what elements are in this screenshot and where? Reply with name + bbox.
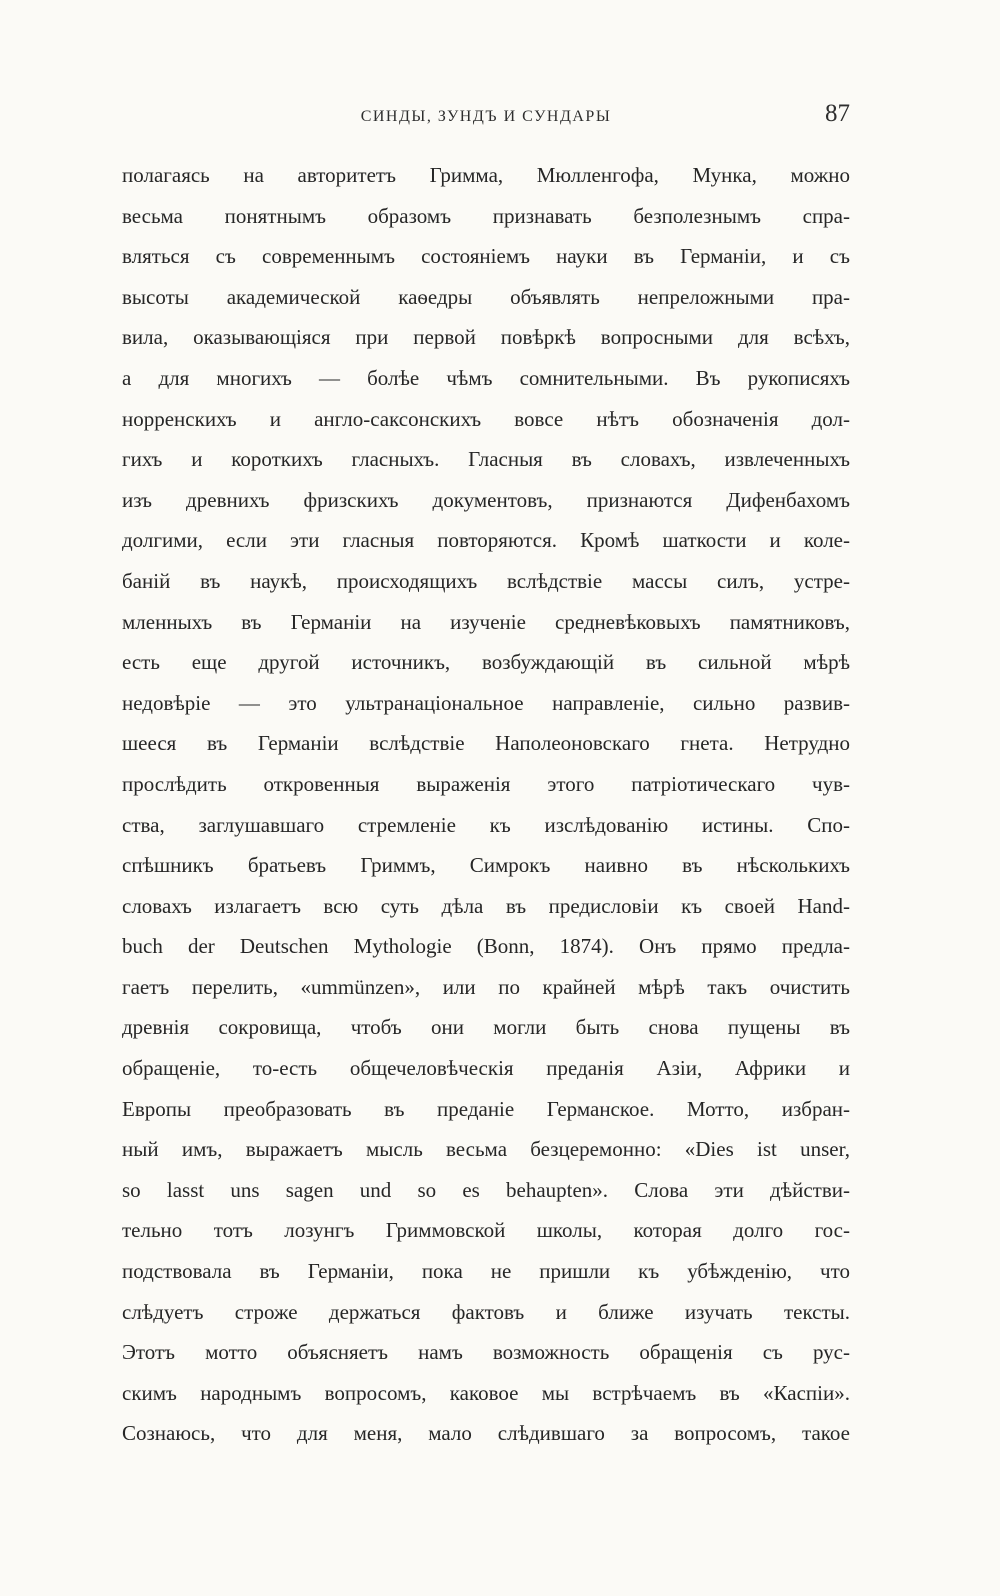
text-line: а для многихъ — болѣе чѣмъ сомнительными. Въ рукописяхъ: [122, 365, 850, 390]
text-line: шееся въ Германiи вслѣдствiе Наполеоновскаго гнета. Нетрудно: [122, 731, 850, 756]
text-line: вила, оказывающiяся при первой повѣркѣ вопросными для всѣхъ,: [122, 325, 850, 350]
text-line: слѣдуетъ строже держаться фактовъ и ближе изучать тексты.: [122, 1299, 850, 1324]
text-line: Этотъ мотто объясняетъ намъ возможность обращенiя съ рус-: [122, 1340, 850, 1365]
text-line: норренскихъ и англо-саксонскихъ вовсе нѣтъ обозначенiя дол-: [122, 406, 850, 431]
text-line: вляться съ современнымъ состоянiемъ науки въ Германiи, и съ: [122, 244, 850, 269]
text-line: обращенiе, то-есть общечеловѣческiя преданiя Азiи, Африки и: [122, 1056, 850, 1081]
text-line: подствовала въ Германiи, пока не пришли къ убѣжденiю, что: [122, 1259, 850, 1284]
text-line: тельно тотъ лозунгъ Гриммовской школы, которая долго гос-: [122, 1218, 850, 1243]
text-line: buch der Deutschen Mythologie (Bonn, 1874). Онъ прямо предла-: [122, 934, 850, 959]
text-line: древнiя сокровища, чтобъ они могли быть снова пущены въ: [122, 1015, 850, 1040]
page-number: 87: [825, 100, 850, 127]
text-line: спѣшникъ братьевъ Гриммъ, Симрокъ наивно въ нѣсколькихъ: [122, 853, 850, 878]
text-line: есть еще другой источникъ, возбуждающiй въ сильной мѣрѣ: [122, 650, 850, 675]
running-head: [122, 100, 850, 136]
text-line: прослѣдить откровенныя выраженiя этого патрiотическаго чув-: [122, 771, 850, 796]
running-title: СИНДЫ, ЗУНДЪ И СУНДАРЫ: [360, 108, 612, 125]
text-line: гаетъ перелить, «ummünzen», или по крайней мѣрѣ такъ очистить: [122, 974, 850, 999]
text-line: гихъ и короткихъ гласныхъ. Гласныя въ словахъ, извлеченныхъ: [122, 447, 850, 472]
text-line: словахъ излагаетъ всю суть дѣла въ предисловiи къ своей Hand-: [122, 893, 850, 918]
text-line: банiй въ наукѣ, происходящихъ вслѣдствiе массы силъ, устре-: [122, 568, 850, 593]
text-line: полагаясь на авторитетъ Гримма, Мюлленгофа, Мунка, можно: [122, 163, 850, 187]
text-line: высоты академической каѳедры объявлять непреложными пра-: [122, 284, 850, 309]
text-line: недовѣрiе — это ультранацiональное направленiе, сильно развив-: [122, 690, 850, 715]
text-line: скимъ народнымъ вопросомъ, каковое мы встрѣчаемъ въ «Каспiи».: [122, 1380, 850, 1405]
text-line: ный имъ, выражаетъ мысль весьма безцеремонно: «Dies ist unser,: [122, 1137, 850, 1162]
text-line: долгими, если эти гласныя повторяются. Кромѣ шаткости и коле-: [122, 528, 850, 553]
text-line: весьма понятнымъ образомъ признавать безполезнымъ спра-: [122, 203, 850, 228]
body-text: [122, 158, 850, 1457]
text-line: Сознаюсь, что для меня, мало слѣдившаго за вопросомъ, такое: [122, 1421, 850, 1446]
text-line: Европы преобразовать въ преданiе Германское. Мотто, избран-: [122, 1096, 850, 1121]
text-line: so lasst uns sagen und so es behaupten». Слова эти дѣйстви-: [122, 1177, 850, 1202]
text-line: ства, заглушавшаго стремленiе къ изслѣдованiю истины. Спо-: [122, 812, 850, 837]
text-line: изъ древнихъ фризскихъ документовъ, признаются Дифенбахомъ: [122, 487, 850, 512]
text-line: мленныхъ въ Германiи на изученiе средневѣковыхъ памятниковъ,: [122, 609, 850, 634]
